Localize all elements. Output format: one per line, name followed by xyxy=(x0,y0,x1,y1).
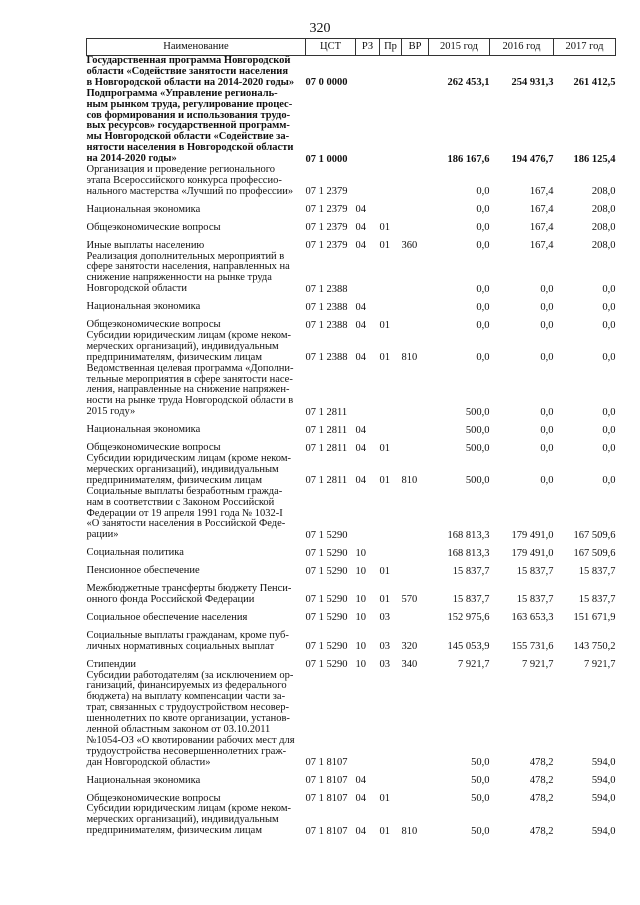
row-name-line: трат, связанных с трудоустройством несовер- xyxy=(86,702,290,714)
cell-vr xyxy=(402,487,429,542)
cell-2015: 500,0 xyxy=(465,475,490,487)
cell-cst: 07 1 2811 xyxy=(305,406,348,418)
row-name-line: ным рынком труда, регулирование процес- xyxy=(86,98,293,110)
cell-pr xyxy=(380,89,402,165)
cell-2017: 0,0 xyxy=(602,301,616,313)
cell-pr xyxy=(380,165,402,198)
cell-rz xyxy=(356,487,380,542)
row-name-line: предпринимателям, физическим лицам xyxy=(86,474,262,486)
cell-vr xyxy=(402,89,429,165)
table-row xyxy=(87,295,616,313)
cell-pr: 03 xyxy=(379,659,390,671)
row-name xyxy=(87,671,306,769)
row-name-line: бюджета) на выплату компенсации части за- xyxy=(86,691,286,703)
table-row xyxy=(87,804,616,837)
table-row xyxy=(87,418,616,436)
row-name xyxy=(87,541,306,559)
cell-2017: 0,0 xyxy=(602,424,616,436)
cell-2016: 15 837,7 xyxy=(516,565,554,577)
row-name-line: сфере занятости населения, направленных на xyxy=(86,261,290,273)
row-name-line: сов формирования и использования трудо- xyxy=(86,109,291,121)
cell-vr: 340 xyxy=(401,659,418,671)
table-row xyxy=(87,606,616,624)
cell-2015: 168 813,3 xyxy=(447,529,490,541)
cell-rz: 10 xyxy=(355,641,366,653)
cell-2017: 15 837,7 xyxy=(578,565,616,577)
cell-2015: 186 167,6 xyxy=(447,153,490,165)
cell-cst: 07 1 0000 xyxy=(305,153,348,165)
cell-2016: 167,4 xyxy=(529,222,554,234)
cell-cst: 07 1 2811 xyxy=(305,424,348,436)
row-name xyxy=(87,165,306,198)
row-name-line: Социальные выплаты гражданам, кроме пуб- xyxy=(86,629,289,641)
row-name-line: мерческих организаций), индивидуальным xyxy=(86,340,279,352)
cell-rz: 10 xyxy=(355,565,366,577)
cell-2015: 50,0 xyxy=(471,757,490,769)
row-name-line: Субсидии юридическим лицам (кроме неком- xyxy=(86,453,291,464)
cell-vr: 570 xyxy=(401,594,418,606)
cell-rz: 10 xyxy=(355,594,366,606)
row-name xyxy=(87,364,306,419)
row-name-line: Национальная экономика xyxy=(86,301,201,313)
row-name-line: Национальная экономика xyxy=(86,424,201,436)
cell-pr: 01 xyxy=(379,352,390,364)
cell-rz: 04 xyxy=(355,352,366,364)
row-name-line: этапа Всероссийского конкурса профессио- xyxy=(86,174,282,186)
cell-2017: 594,0 xyxy=(591,793,616,805)
row-name-line: Субсидии юридическим лицам (кроме неком- xyxy=(86,803,291,815)
row-name-line: Ведомственная целевая программа «Дополни- xyxy=(86,362,294,374)
row-name xyxy=(87,653,306,671)
cell-rz: 04 xyxy=(355,825,366,837)
cell-cst: 07 1 2811 xyxy=(305,442,348,454)
row-name-line: Национальная экономика xyxy=(86,203,201,215)
cell-vr xyxy=(402,165,429,198)
cell-2016: 478,2 xyxy=(529,793,554,805)
row-name-line: Пенсионное обеспечение xyxy=(86,565,200,577)
cell-cst: 07 1 8107 xyxy=(305,793,348,805)
row-name-line: ления, направленные на снижение напряжен- xyxy=(86,384,290,396)
cell-2016: 15 837,7 xyxy=(516,594,554,606)
row-name-line: нального мастерства «Лучший по профессии» xyxy=(86,185,294,197)
table-row xyxy=(87,541,616,559)
table-row xyxy=(87,216,616,234)
cell-pr: 01 xyxy=(379,240,390,252)
cell-cst: 07 1 2379 xyxy=(305,240,348,252)
row-name-line: мы Новгородской области «Содействие за- xyxy=(86,131,290,143)
cell-2015: 145 053,9 xyxy=(447,641,490,653)
cell-rz: 10 xyxy=(355,547,366,559)
cell-2017: 0,0 xyxy=(602,283,616,295)
header-rz: РЗ xyxy=(356,39,380,56)
cell-pr xyxy=(380,295,402,313)
cell-2017: 0,0 xyxy=(602,406,616,418)
cell-rz: 04 xyxy=(355,775,366,787)
cell-2016: 163 653,3 xyxy=(511,612,554,624)
row-name xyxy=(87,331,306,364)
cell-2016: 7 921,7 xyxy=(522,659,554,671)
header-cst: ЦСТ xyxy=(306,39,356,56)
cell-2016: 0,0 xyxy=(540,319,554,331)
cell-2016: 167,4 xyxy=(529,186,554,198)
cell-2016: 179 491,0 xyxy=(511,547,554,559)
row-name xyxy=(87,436,306,454)
cell-rz: 04 xyxy=(355,442,366,454)
cell-2015: 50,0 xyxy=(471,825,490,837)
row-name-line: Общеэкономические вопросы xyxy=(86,792,221,804)
cell-2017: 151 671,9 xyxy=(573,612,616,624)
cell-2015: 50,0 xyxy=(471,793,490,805)
table-row xyxy=(87,653,616,671)
row-name-line: Социальная политика xyxy=(86,547,184,559)
row-name-line: тельные мероприятия в сфере занятости насе- xyxy=(86,373,293,385)
table-row xyxy=(87,364,616,419)
cell-2017: 0,0 xyxy=(602,319,616,331)
row-name-line: Социальное обеспечение населения xyxy=(86,611,248,623)
cell-vr xyxy=(402,769,429,787)
cell-2015: 500,0 xyxy=(465,406,490,418)
cell-cst: 07 1 5290 xyxy=(305,529,348,541)
table-row xyxy=(87,577,616,606)
row-name-line: дан Новгородской области» xyxy=(86,756,211,768)
table-row xyxy=(87,436,616,454)
row-name-line: рации» xyxy=(86,529,119,541)
cell-pr: 03 xyxy=(379,641,390,653)
cell-cst: 07 1 2379 xyxy=(305,186,348,198)
cell-2017: 7 921,7 xyxy=(584,659,616,671)
cell-vr xyxy=(402,198,429,216)
row-name-line: Иные выплаты населению xyxy=(86,239,205,251)
cell-vr xyxy=(402,295,429,313)
row-name xyxy=(87,487,306,542)
row-name-line: Национальная экономика xyxy=(86,774,201,786)
row-name xyxy=(87,89,306,165)
cell-2016: 0,0 xyxy=(540,424,554,436)
row-name xyxy=(87,198,306,216)
row-name-line: предпринимателям, физическим лицам xyxy=(86,351,262,363)
row-name-line: ности на рынке труда Новгородской области в xyxy=(86,395,294,407)
cell-2016: 0,0 xyxy=(540,283,554,295)
row-name-line: шеннолетних по квоте организации, установ- xyxy=(86,713,290,725)
cell-rz xyxy=(356,252,380,296)
cell-2015: 500,0 xyxy=(465,442,490,454)
cell-2016: 0,0 xyxy=(540,475,554,487)
cell-2017: 167 509,6 xyxy=(573,529,616,541)
cell-pr xyxy=(380,364,402,419)
cell-pr: 01 xyxy=(379,319,390,331)
cell-pr: 01 xyxy=(379,565,390,577)
row-name-line: онного фонда Российской Федерации xyxy=(86,593,255,605)
cell-pr: 03 xyxy=(379,612,390,624)
cell-vr: 360 xyxy=(401,240,418,252)
cell-cst: 07 1 5290 xyxy=(305,612,348,624)
cell-2015: 0,0 xyxy=(476,283,490,295)
cell-cst: 07 1 8107 xyxy=(305,775,348,787)
row-name-line: №1054-ОЗ «О квотировании рабочих мест для xyxy=(86,734,295,746)
table-header-row xyxy=(87,39,616,56)
cell-2015: 7 921,7 xyxy=(458,659,490,671)
cell-2015: 0,0 xyxy=(476,319,490,331)
row-name-line: мерческих организаций), индивидуальным xyxy=(86,814,279,826)
row-name-line: Подпрограмма «Управление региональ- xyxy=(86,87,278,99)
cell-2016: 0,0 xyxy=(540,352,554,364)
cell-pr xyxy=(380,769,402,787)
cell-cst: 07 1 5290 xyxy=(305,594,348,606)
cell-2015: 500,0 xyxy=(465,424,490,436)
table-row xyxy=(87,671,616,769)
cell-2017: 0,0 xyxy=(602,352,616,364)
cell-pr xyxy=(380,671,402,769)
header-2017: 2017 год xyxy=(554,39,616,56)
row-name xyxy=(87,252,306,296)
cell-pr: 01 xyxy=(379,442,390,454)
row-name xyxy=(87,454,306,487)
cell-rz: 04 xyxy=(355,319,366,331)
cell-2017: 0,0 xyxy=(602,475,616,487)
cell-rz: 10 xyxy=(355,659,366,671)
row-name-line: Общеэкономические вопросы xyxy=(86,221,221,233)
cell-cst: 07 1 2811 xyxy=(305,475,348,487)
row-name xyxy=(87,804,306,837)
cell-vr xyxy=(402,671,429,769)
row-name-line: мерческих организаций), индивидуальным xyxy=(86,463,279,475)
table-body xyxy=(87,56,616,838)
cell-2016: 478,2 xyxy=(529,757,554,769)
row-name xyxy=(87,787,306,805)
cell-rz: 04 xyxy=(355,204,366,216)
cell-cst: 07 1 5290 xyxy=(305,659,348,671)
cell-2017: 261 412,5 xyxy=(573,77,616,89)
cell-cst: 07 1 2388 xyxy=(305,352,348,364)
cell-pr xyxy=(380,418,402,436)
header-2016: 2016 год xyxy=(490,39,554,56)
row-name xyxy=(87,624,306,653)
row-name xyxy=(87,418,306,436)
cell-vr xyxy=(402,541,429,559)
row-name xyxy=(87,606,306,624)
table-row xyxy=(87,252,616,296)
cell-rz: 04 xyxy=(355,793,366,805)
cell-pr: 01 xyxy=(379,793,390,805)
budget-table xyxy=(86,38,616,837)
header-pr: Пр xyxy=(380,39,402,56)
cell-rz: 04 xyxy=(355,240,366,252)
row-name-line: предпринимателям, физическим лицам xyxy=(86,825,262,837)
row-name-line: Стипендии xyxy=(86,658,137,670)
cell-vr xyxy=(402,313,429,331)
table-row xyxy=(87,56,616,89)
cell-cst: 07 1 8107 xyxy=(305,757,348,769)
cell-2016: 0,0 xyxy=(540,442,554,454)
row-name xyxy=(87,56,306,89)
cell-2017: 594,0 xyxy=(591,757,616,769)
cell-pr xyxy=(380,252,402,296)
table-row xyxy=(87,487,616,542)
table-row xyxy=(87,787,616,805)
row-name xyxy=(87,295,306,313)
cell-rz xyxy=(356,56,380,89)
cell-2017: 167 509,6 xyxy=(573,547,616,559)
cell-2016: 167,4 xyxy=(529,240,554,252)
row-name xyxy=(87,769,306,787)
cell-rz xyxy=(356,89,380,165)
cell-rz: 10 xyxy=(355,612,366,624)
cell-2015: 168 813,3 xyxy=(447,547,490,559)
cell-vr xyxy=(402,559,429,577)
cell-cst: 07 1 2379 xyxy=(305,204,348,216)
cell-cst: 07 1 2388 xyxy=(305,283,348,295)
cell-2015: 0,0 xyxy=(476,204,490,216)
row-name xyxy=(87,313,306,331)
cell-vr xyxy=(402,606,429,624)
row-name-line: Социальные выплаты безработным гражда- xyxy=(86,485,283,497)
cell-pr: 01 xyxy=(379,222,390,234)
cell-pr: 01 xyxy=(379,594,390,606)
cell-2017: 208,0 xyxy=(591,204,616,216)
cell-pr xyxy=(380,56,402,89)
cell-2015: 0,0 xyxy=(476,240,490,252)
cell-vr xyxy=(402,436,429,454)
cell-vr: 810 xyxy=(401,475,418,487)
table-row xyxy=(87,198,616,216)
row-name-line: Организация и проведение регионального xyxy=(86,164,275,176)
cell-cst: 07 1 8107 xyxy=(305,825,348,837)
table-row xyxy=(87,624,616,653)
cell-vr: 320 xyxy=(401,641,418,653)
table-row xyxy=(87,165,616,198)
row-name-line: трудоустройства несовершеннолетних граж- xyxy=(86,745,287,757)
row-name-line: Общеэкономические вопросы xyxy=(86,319,221,331)
cell-2016: 478,2 xyxy=(529,825,554,837)
cell-2015: 50,0 xyxy=(471,775,490,787)
cell-rz: 04 xyxy=(355,222,366,234)
cell-2016: 179 491,0 xyxy=(511,529,554,541)
cell-2017: 0,0 xyxy=(602,442,616,454)
row-name xyxy=(87,216,306,234)
row-name-line: Реализация дополнительных мероприятий в xyxy=(86,250,285,262)
table-row xyxy=(87,89,616,165)
row-name-line: нам в соответствии с Законом Российской xyxy=(86,496,275,508)
cell-vr xyxy=(402,252,429,296)
row-name-line: личных нормативных социальных выплат xyxy=(86,640,275,652)
row-name-line: области «Содействие занятости населения xyxy=(86,65,289,77)
cell-pr xyxy=(380,541,402,559)
cell-pr: 01 xyxy=(379,825,390,837)
row-name-line: нятости населения в Новгородской области xyxy=(86,142,294,154)
header-2015: 2015 год xyxy=(429,39,490,56)
cell-rz xyxy=(356,165,380,198)
cell-rz: 04 xyxy=(355,424,366,436)
cell-2016: 167,4 xyxy=(529,204,554,216)
cell-2016: 0,0 xyxy=(540,406,554,418)
cell-2017: 208,0 xyxy=(591,240,616,252)
row-name xyxy=(87,559,306,577)
cell-2015: 0,0 xyxy=(476,186,490,198)
page-number: 320 xyxy=(309,21,331,36)
cell-2016: 194 476,7 xyxy=(511,153,554,165)
table-row xyxy=(87,769,616,787)
cell-vr xyxy=(402,216,429,234)
cell-rz: 04 xyxy=(355,301,366,313)
cell-2015: 15 837,7 xyxy=(452,594,490,606)
cell-rz xyxy=(356,671,380,769)
cell-cst: 07 1 2388 xyxy=(305,301,348,313)
cell-2016: 478,2 xyxy=(529,775,554,787)
row-name xyxy=(87,577,306,606)
cell-cst: 07 1 5290 xyxy=(305,547,348,559)
cell-cst: 07 1 5290 xyxy=(305,565,348,577)
table-row xyxy=(87,234,616,252)
row-name-line: Новгородской области xyxy=(86,283,187,295)
cell-rz: 04 xyxy=(355,475,366,487)
row-name-line: в Новгородской области на 2014-2020 годы» xyxy=(86,76,295,88)
cell-2015: 0,0 xyxy=(476,301,490,313)
cell-2017: 186 125,4 xyxy=(573,153,616,165)
cell-vr xyxy=(402,56,429,89)
cell-2017: 594,0 xyxy=(591,825,616,837)
cell-2017: 143 750,2 xyxy=(573,641,616,653)
cell-2016: 155 731,6 xyxy=(511,641,554,653)
row-name-line: Межбюджетные трансферты бюджету Пенси- xyxy=(86,583,292,595)
row-name-line: вых ресурсов» государственной программ- xyxy=(86,120,290,132)
table-row xyxy=(87,454,616,487)
cell-pr xyxy=(380,198,402,216)
row-name-line: 2015 году» xyxy=(86,406,136,418)
row-name-line: снижение напряженности на рынке труда xyxy=(86,272,272,284)
row-name-line: «О занятости населения в Российской Феде- xyxy=(86,518,286,530)
table-row xyxy=(87,331,616,364)
cell-vr xyxy=(402,418,429,436)
row-name-line: Федерации от 19 апреля 1991 года № 1032-I xyxy=(86,507,283,519)
cell-2016: 0,0 xyxy=(540,301,554,313)
cell-vr: 810 xyxy=(401,825,418,837)
table-row xyxy=(87,313,616,331)
cell-2015: 262 453,1 xyxy=(447,77,490,89)
cell-2015: 15 837,7 xyxy=(452,565,490,577)
cell-2017: 208,0 xyxy=(591,186,616,198)
cell-cst: 07 1 2379 xyxy=(305,222,348,234)
row-name-line: Общеэкономические вопросы xyxy=(86,442,221,454)
row-name xyxy=(87,234,306,252)
row-name-line: Субсидии работодателям (за исключением ор- xyxy=(86,669,294,681)
cell-pr xyxy=(380,487,402,542)
cell-2017: 208,0 xyxy=(591,222,616,234)
row-name-line: Государственная программа Новгородской xyxy=(86,55,291,66)
row-name-line: ленной областным законом от 03.10.2011 xyxy=(86,724,271,736)
cell-2017: 594,0 xyxy=(591,775,616,787)
cell-2015: 0,0 xyxy=(476,352,490,364)
row-name-line: ганизаций, финансируемых из федерального xyxy=(86,680,287,692)
cell-2015: 0,0 xyxy=(476,222,490,234)
cell-rz xyxy=(356,364,380,419)
cell-vr xyxy=(402,364,429,419)
table-row xyxy=(87,559,616,577)
cell-cst: 07 1 5290 xyxy=(305,641,348,653)
cell-vr xyxy=(402,787,429,805)
cell-2016: 254 931,3 xyxy=(511,77,554,89)
row-name-line: Субсидии юридическим лицам (кроме неком- xyxy=(86,329,291,341)
cell-vr: 810 xyxy=(401,352,418,364)
header-name: Наименование xyxy=(87,39,306,56)
header-vr: ВР xyxy=(402,39,429,56)
cell-2015: 152 975,6 xyxy=(447,612,490,624)
row-name-line: на 2014-2020 годы» xyxy=(86,153,177,165)
cell-cst: 07 0 0000 xyxy=(305,77,348,89)
cell-cst: 07 1 2388 xyxy=(305,319,348,331)
cell-2017: 15 837,7 xyxy=(578,594,616,606)
cell-pr: 01 xyxy=(379,475,390,487)
